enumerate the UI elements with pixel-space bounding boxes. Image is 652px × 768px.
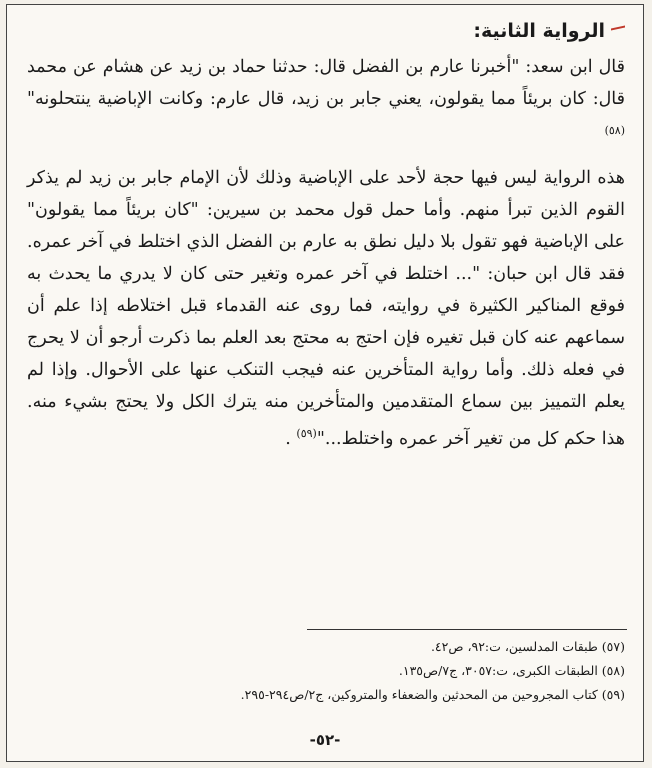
page-content (27, 15, 625, 465)
footnote-divider (307, 629, 627, 630)
footnotes (31, 635, 625, 707)
arrow-icon (611, 26, 625, 37)
paragraph-2-text: هذه الرواية ليس فيها حجة لأحد على الإباضية وذلك لأن الإمام جابر بن زيد لم يذكر القوم الذين تبرأ منهم. وأما حمل قول محمد بن سيرين: "كان بريئاً مما يقولون" على الإباضية فهو تقول بلا دليل نطق به عارم بن الفضل الذي اختلط في آخر عمره. فقد قال ابن حبان: "... اختلط في آخر عمره وتغير حتى كان لا يدري ما يحدث به فوقع المناكير الكثيرة في روايته، فما روى عنه القدماء قبل اختلاطه إذا علم أن سماعهم عنه كان قبل تغيره فإن احتج به محتج بعد العلم بما ذكرت أرجو أن لا يحرج في فعله ذلك. وأما رواية المتأخرين عنه فيجب التنكب عنها على الأحوال. وإذا لم يعلم التمييز بين سماع المتقدمين والمتأخرين منه يترك الكل ولا يحتج بشيء منه. هذا حكم كل من تغير آخر عمره واختلط..." (27, 167, 625, 449)
paragraph-1-text: قال ابن سعد: "أخبرنا عارم بن الفضل قال: حدثنا حماد بن زيد عن هشام عن محمد قال: كان بريئاً مما يقولون، يعني جابر بن زيد، قال عارم: وكانت الإباضية ينتحلونه" (27, 57, 625, 109)
heading-text: الرواية الثانية: (473, 20, 605, 42)
footnote-58: (٥٨) الطبقات الكبرى، ت:٣٠٥٧، ج٧/ص١٣٥. (398, 663, 625, 678)
section-heading (27, 15, 625, 47)
footnote-57: (٥٧) طبقات المدلسين، ت:٩٢، ص٤٢. (430, 639, 625, 654)
footnote-ref-58: (٥٨) (604, 124, 625, 137)
footnote-ref-59: (٥٩) (296, 426, 317, 440)
footnote-59: (٥٩) كتاب المجروحين من المحدثين والضعفاء والمتروكين، ج٢/ص٢٩٤-٢٩٥. (240, 687, 625, 702)
book-page (6, 4, 644, 762)
paragraph-1 (27, 51, 625, 152)
paragraph-2: هذه الرواية ليس فيها حجة لأحد على الإباضية وذلك لأن الإمام جابر بن زيد لم يذكر القوم الذين تبرأ منهم. وأما حمل قول محمد بن سيرين: "كان بريئاً مما يقولون" على الإباضية فهو تقول بلا دليل نطق به عارم بن الفضل الذي اختلط في آخر عمره. فقد قال ابن حبان: "... اختلط في آخر عمره وتغير حتى كان لا يدري ما يحدث به فوقع المناكير الكثيرة في روايته، فما روى عنه القدماء قبل اختلاطه إذا علم أن سماعهم عنه كان قبل تغيره فإن احتج به محتج بعد العلم بما ذكرت أرجو أن لا يحرج في فعله ذلك. وأما رواية المتأخرين عنه فيجب التنكب عنها على الأحوال. وإذا لم يعلم التمييز بين سماع المتقدمين والمتأخرين منه يترك الكل ولا يحتج بشيء منه. هذا حكم كل من تغير آخر عمره واختلط..."$^{(٥٩)}$ . (27, 167, 625, 449)
page-number: -٥٢- (309, 731, 341, 749)
